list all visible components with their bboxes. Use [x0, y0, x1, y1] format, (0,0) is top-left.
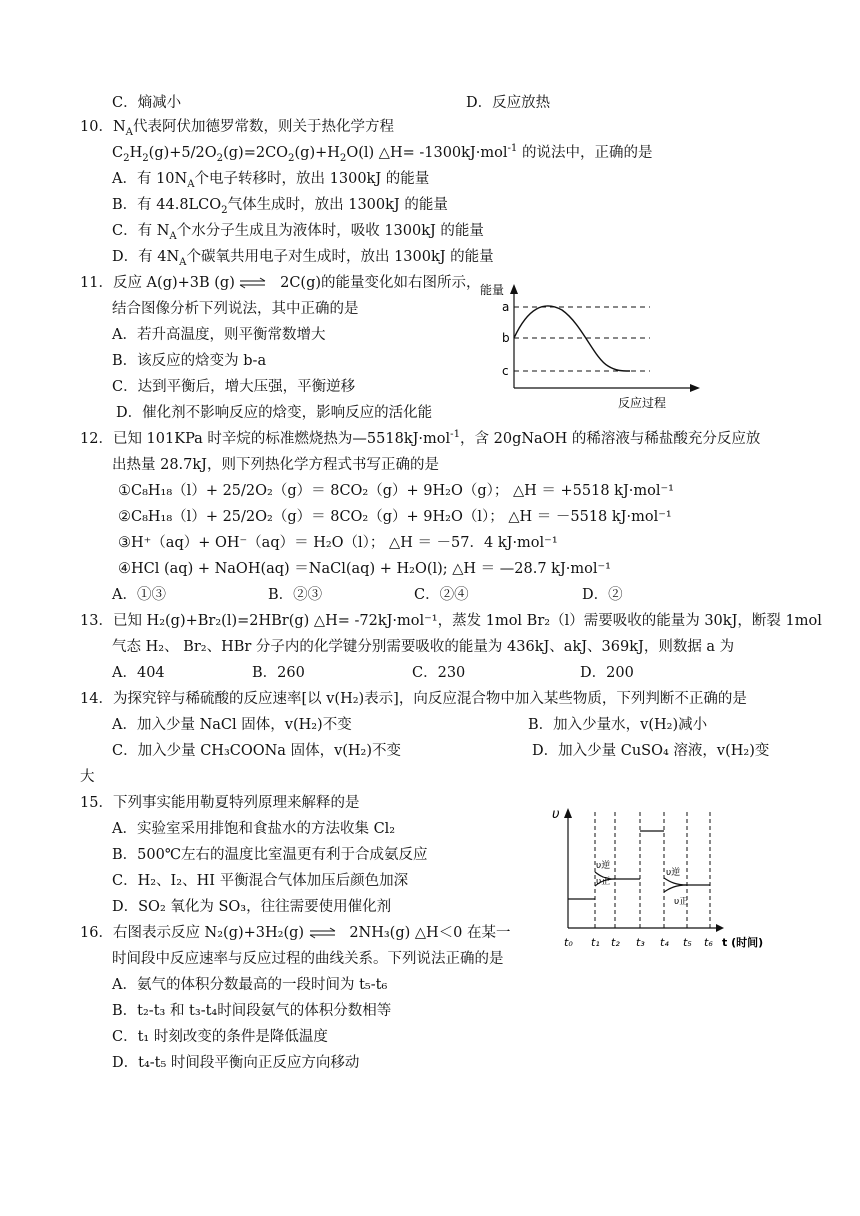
q10-option-c: C．有 $N_A$个水分子生成且为液体时，吸收 1300kJ 的能量 — [112, 223, 484, 242]
q15-option-c: C．H₂、I₂、HI 平衡混合气体加压后颜色加深 — [112, 873, 409, 889]
q14-option-d: D．加入少量 CuSO₄ 溶液，v(H₂)变 — [532, 743, 770, 759]
x-axis-arrow-icon — [690, 384, 700, 392]
tick-t4: t₄ — [660, 936, 669, 949]
q14-option-a: A．加入少量 NaCl 固体，v(H₂)不变 — [112, 717, 352, 733]
q10-option-d: D．有 $4N_A$个碳氧共用电子对生成时，放出 1300kJ 的能量 — [112, 249, 494, 268]
q10-equation: $C_2H_2(g)+5/2O_2(g)=2CO_2(g)+H_2O(l)$ △H= -1300kJ·mol$^{-1}$ 的说法中，正确的是 — [112, 143, 653, 164]
label-c: c — [502, 364, 509, 378]
q12-equation-4: ④HCl (aq) + NaOH(aq) ＝NaCl(aq) + H₂O(l); △H ＝ —28.7 kJ·mol⁻¹ — [118, 561, 611, 577]
tick-t1: t₁ — [591, 936, 600, 949]
q12-equation-2: ②C₈H₁₈（l）+ 25/2O₂（g）＝ 8CO₂（g）+ 9H₂O（l）； △H ＝ －5518 kJ·mol⁻¹ — [118, 509, 672, 525]
tick-t5: t₅ — [683, 936, 692, 949]
q12-stem: 12．已知 101KPa 时辛烷的标准燃烧热为—5518kJ·mol$^{-1}$，含 20gNaOH 的稀溶液与稀盐酸充分反应放 — [80, 429, 761, 447]
q11-option-a: A．若升高温度，则平衡常数增大 — [112, 327, 326, 343]
q11-stem: 11．反应 A(g)+3B (g) 2C(g)的能量变化如右图所示， — [80, 275, 481, 291]
q12-option-c: C．②④ — [414, 587, 469, 603]
q16-option-b: B．t₂-t₃ 和 t₃-t₄时间段氨气的体积分数相等 — [112, 1003, 392, 1019]
q13-option-a: A．404 — [112, 665, 165, 681]
q13-stem-line2: 气态 H₂、 Br₂、HBr 分子内的化学键分别需要吸收的能量为 436kJ、akJ、369kJ，则数据 a 为 — [112, 639, 735, 655]
time-gridlines — [595, 810, 710, 928]
q11-option-b: B．该反应的焓变为 b-a — [112, 353, 267, 369]
q13-option-b: B．260 — [252, 665, 305, 681]
rate-time-diagram — [548, 800, 788, 960]
v-forward-label-1: υ正 — [596, 877, 611, 887]
q14-option-d-wrap: 大 — [80, 769, 95, 785]
x-axis-arrow-icon — [716, 924, 724, 932]
v-reverse-label-1: υ逆 — [596, 861, 611, 871]
q10-option-a: A．有 $10N_A$个电子转移时，放出 1300kJ 的能量 — [112, 171, 430, 190]
q16-stem-line2: 时间段中反应速率与反应过程的曲线关系。下列说法正确的是 — [112, 951, 504, 967]
q12-equation-3: ③H⁺（aq）+ OH⁻（aq）＝ H₂O（l）； △H ＝ －57．4 kJ·mol⁻¹ — [118, 535, 558, 551]
q12-stem-line2: 出热量 28.7kJ，则下列热化学方程式书写正确的是 — [112, 457, 439, 473]
q15-option-b: B．500℃左右的温度比室温更有利于合成氨反应 — [112, 847, 428, 863]
q11-option-c: C．达到平衡后，增大压强，平衡逆移 — [112, 379, 356, 395]
tick-t3: t₃ — [636, 936, 645, 949]
q16-option-d: D．t₄-t₅ 时间段平衡向正反应方向移动 — [112, 1055, 360, 1071]
label-a: a — [502, 300, 510, 314]
q12-option-b: B．②③ — [268, 587, 323, 603]
x-axis-label: 反应过程 — [618, 396, 667, 410]
energy-diagram — [470, 280, 710, 415]
q13-option-c: C．230 — [412, 665, 466, 681]
equilibrium-arrow-icon — [239, 277, 267, 289]
q16-option-c: C．t₁ 时刻改变的条件是降低温度 — [112, 1029, 328, 1045]
q15-option-d: D．SO₂ 氧化为 SO₃，往往需要使用催化剂 — [112, 899, 392, 915]
q15-stem: 15．下列事实能用勒夏特列原理来解释的是 — [80, 795, 360, 811]
equilibrium-arrow-icon — [309, 927, 337, 939]
q9-option-c: C．熵减小 — [112, 95, 182, 111]
label-b: b — [502, 331, 510, 345]
v-forward-label-2: υ正 — [674, 897, 689, 907]
y-axis-arrow-icon — [510, 284, 518, 294]
q13-stem: 13．已知 H₂(g)+Br₂(l)=2HBr(g) △H= -72kJ·mol⁻¹，蒸发 1mol Br₂（l）需要吸收的能量为 30kJ，断裂 1mol — [80, 613, 822, 629]
y-axis-label: υ — [552, 807, 560, 822]
q10-option-b: B．有 $44.8LCO_2$气体生成时，放出 1300kJ 的能量 — [112, 197, 448, 216]
q12-equation-1: ①C₈H₁₈（l）+ 25/2O₂（g）＝ 8CO₂（g）+ 9H₂O（g）； △H ＝ +5518 kJ·mol⁻¹ — [118, 483, 674, 499]
q12-option-a: A．①③ — [112, 587, 166, 603]
y-axis-label: 能量 — [480, 283, 505, 297]
q12-option-d: D．② — [582, 587, 623, 603]
q10-stem: 10．$N_A$代表阿伏加德罗常数，则关于热化学方程 — [80, 119, 394, 138]
y-axis-arrow-icon — [564, 808, 572, 818]
v-reverse-label-2: υ逆 — [666, 868, 681, 878]
tick-t6: t₆ — [704, 936, 713, 949]
q14-option-b: B．加入少量水，v(H₂)减小 — [528, 717, 708, 733]
q14-stem: 14．为探究锌与稀硫酸的反应速率[以 v(H₂)表示]，向反应混合物中加入某些物质，下列判断不正确的是 — [80, 691, 747, 707]
rate-curves — [568, 831, 710, 899]
q11-option-d: D．催化剂不影响反应的焓变，影响反应的活化能 — [116, 405, 433, 421]
x-axis-label: t (时间) — [722, 936, 764, 949]
tick-t0: t₀ — [564, 936, 573, 949]
time-tick-labels — [564, 936, 713, 949]
q16-option-a: A．氨气的体积分数最高的一段时间为 t₅-t₆ — [112, 977, 388, 993]
q15-option-a: A．实验室采用排饱和食盐水的方法收集 Cl₂ — [112, 821, 396, 837]
q11-stem-line2: 结合图像分析下列说法，其中正确的是 — [112, 301, 359, 317]
q13-option-d: D．200 — [580, 665, 634, 681]
tick-t2: t₂ — [611, 936, 620, 949]
q14-option-c: C．加入少量 CH₃COONa 固体，v(H₂)不变 — [112, 743, 402, 759]
q16-stem: 16．右图表示反应 N₂(g)+3H₂(g) 2NH₃(g) △H＜0 在某一 — [80, 925, 511, 941]
q9-option-d: D．反应放热 — [466, 95, 551, 111]
